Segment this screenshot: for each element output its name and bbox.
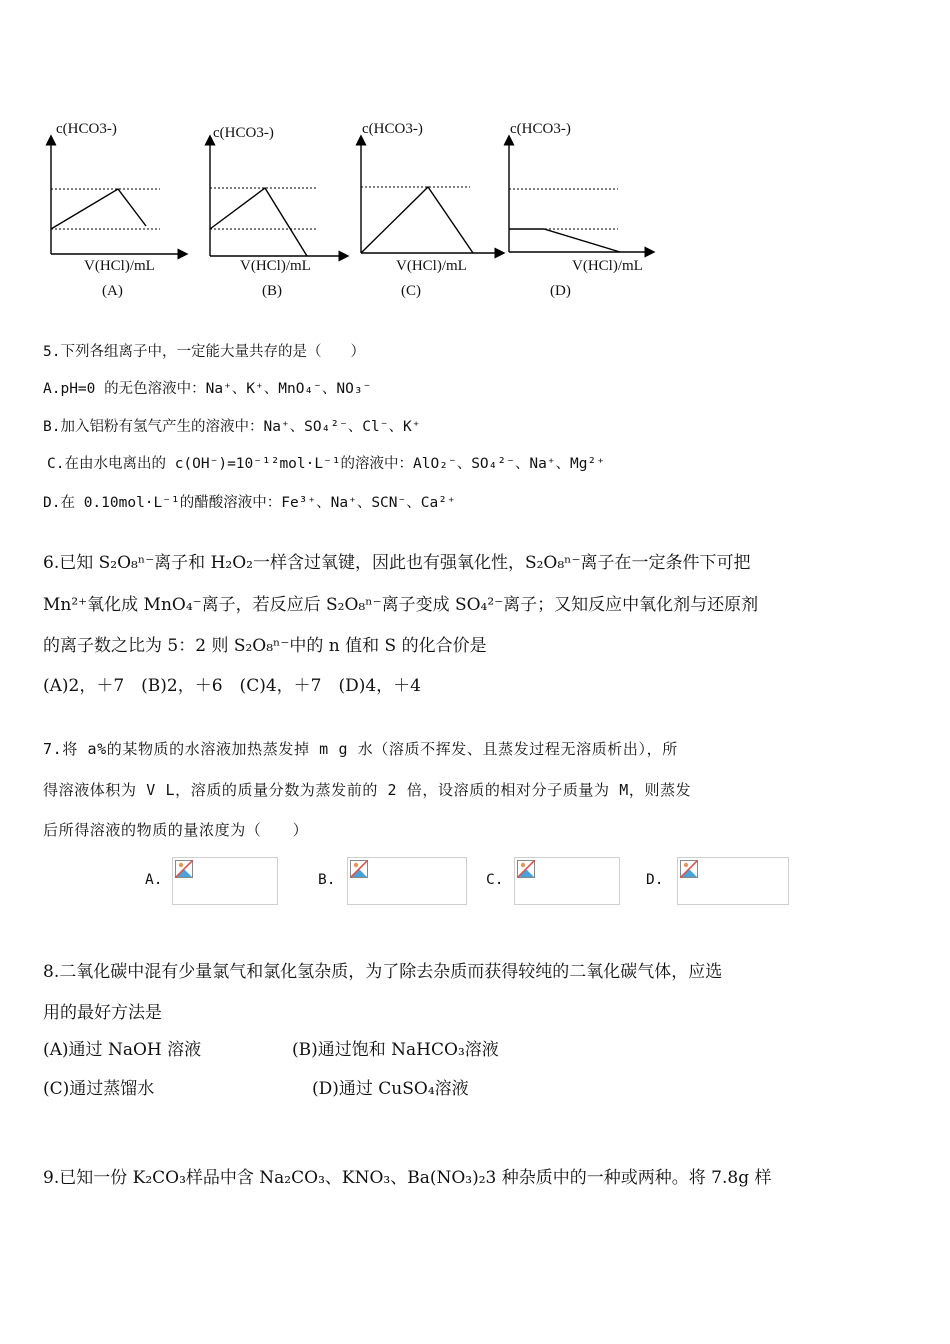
q6-line-3: 的离子数之比为 5：2 则 S₂O₈ⁿ⁻中的 n 值和 S 的化合价是 [43,636,487,656]
q8-line-1: 8.二氧化碳中混有少量氯气和氯化氢杂质，为了除去杂质而获得较纯的二氧化碳气体，应选 [43,962,723,982]
q5-option-b: B.加入铝粉有氢气产生的溶液中：Na⁺、SO₄²⁻、Cl⁻、K⁺ [43,419,421,435]
q7-option-d-label: D. [646,872,664,888]
graph-c-option: (C) [401,283,421,299]
graph-c-svg [350,118,510,308]
q7-option-b-formula-image [347,857,467,905]
graph-c-xlabel: V(HCl)/mL [396,258,467,274]
graph-b-ylabel: c(HCO3-) [213,125,274,141]
q8-option-b: (B)通过饱和 NaHCO₃溶液 [292,1040,499,1060]
graph-a-xlabel: V(HCl)/mL [84,258,155,274]
graph-b-option: (B) [262,283,282,299]
q7-line-1: 7.将 a%的某物质的水溶液加热蒸发掉 m g 水（溶质不挥发、且蒸发过程无溶质析出），所 [43,740,678,758]
q6-line-1: 6.已知 S₂O₈ⁿ⁻离子和 H₂O₂一样含过氧键，因此也有强氧化性，S₂O₈ⁿ⁻离子在一定条件下可把 [43,553,751,573]
q7-line-2: 得溶液体积为 V L，溶质的质量分数为蒸发前的 2 倍，设溶质的相对分子质量为 M，则蒸发 [43,781,692,799]
q9-line-1: 9.已知一份 K₂CO₃样品中含 Na₂CO₃、KNO₃、Ba(NO₃)₂3 种杂质中的一种或两种。将 7.8g 样 [43,1168,772,1188]
graph-c-ylabel: c(HCO3-) [362,121,423,137]
q7-option-c-label: C. [486,872,504,888]
q7-line-3: 后所得溶液的物质的量浓度为（ ） [43,821,309,839]
graph-a-option: (A) [102,283,123,299]
q8-option-a: (A)通过 NaOH 溶液 [43,1040,202,1060]
q5-stem: 5.下列各组离子中，一定能大量共存的是（ ） [43,344,365,360]
q5-option-a: A.pH=0 的无色溶液中：Na⁺、K⁺、MnO₄⁻、NO₃⁻ [43,381,372,397]
q7-option-b-label: B. [318,872,336,888]
graph-a-svg [40,118,200,308]
graph-b-xlabel: V(HCl)/mL [240,258,311,274]
q5-option-c: C.在由水电离出的 c(OH⁻)=10⁻¹²mol·L⁻¹的溶液中：AlO₂⁻、SO₄²⁻、Na⁺、Mg²⁺ [47,456,605,472]
q8-line-2: 用的最好方法是 [43,1003,162,1023]
broken-image-icon [175,860,193,878]
q7-option-d-formula-image [677,857,789,905]
graph-a-ylabel: c(HCO3-) [56,121,117,137]
q8-option-d: (D)通过 CuSO₄溶液 [312,1079,469,1099]
q6-options: (A)2，＋7 (B)2，＋6 (C)4，＋7 (D)4，＋4 [43,676,421,696]
graph-b-svg [199,118,359,308]
graph-c [350,118,510,308]
broken-image-icon [680,860,698,878]
q8-option-c: (C)通过蒸馏水 [43,1079,155,1099]
graph-d-svg [498,118,668,308]
broken-image-icon [517,860,535,878]
graph-d-xlabel: V(HCl)/mL [572,258,643,274]
q5-option-d: D.在 0.10mol·L⁻¹的醋酸溶液中：Fe³⁺、Na⁺、SCN⁻、Ca²⁺ [43,495,456,511]
graph-a [40,118,200,308]
graph-d-option: (D) [550,283,571,299]
q7-option-c-formula-image [514,857,620,905]
graph-b [199,118,359,308]
graph-d-ylabel: c(HCO3-) [510,121,571,137]
graph-d [498,118,668,308]
q6-line-2: Mn²⁺氧化成 MnO₄⁻离子，若反应后 S₂O₈ⁿ⁻离子变成 SO₄²⁻离子；又知反应中氧化剂与还原剂 [43,595,759,615]
q7-option-a-label: A. [145,872,163,888]
q7-option-a-formula-image [172,857,278,905]
broken-image-icon [350,860,368,878]
